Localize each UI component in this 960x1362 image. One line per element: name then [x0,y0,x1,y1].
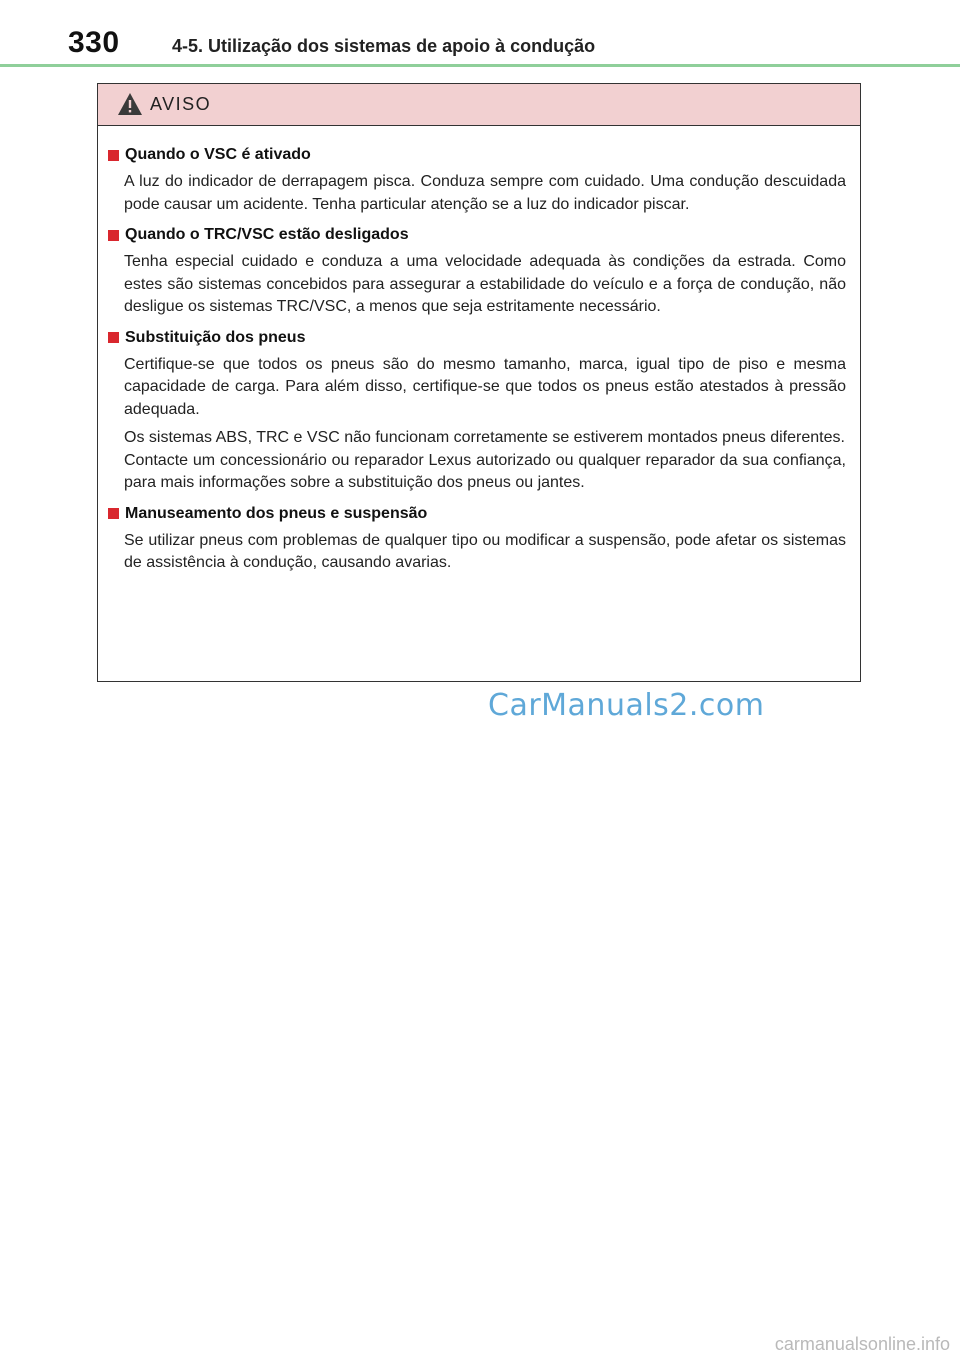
item-title [108,226,846,244]
warning-body [98,126,860,575]
item-paragraph: Certifique-se que todos os pneus são do mesmo tamanho, marca, igual tipo de piso e mesma capacidade de carga. Para além disso, certifique-se que todos os pneus estão atestados à pressão adequada. [124,355,846,418]
warning-header [98,84,860,126]
item-title-text: Substituição dos pneus [125,328,306,346]
warning-item [108,329,846,495]
warning-triangle-icon [117,92,143,116]
warning-item [108,146,846,216]
item-title [108,146,846,164]
warning-label: AVISO [150,94,212,114]
item-paragraph: Contacte um concessionário ou reparador Lexus autorizado ou qualquer reparador da sua confiança, para mais informações sobre a substituição dos pneus ou jantes. [124,451,846,491]
item-title-text: Manuseamento dos pneus e suspensão [125,504,428,522]
item-title-text: Quando o VSC é ativado [125,146,311,163]
red-square-bullet-icon [108,508,119,519]
warning-box [97,83,861,682]
section-title: 4-5. Utilização dos sistemas de apoio à condução [172,36,596,56]
page-number: 330 [68,26,120,59]
page-header [0,0,960,68]
item-title [108,329,846,347]
red-square-bullet-icon [108,332,119,343]
footer-watermark: carmanualsonline.info [774,1334,950,1354]
red-square-bullet-icon [108,150,119,161]
item-paragraph: Tenha especial cuidado e conduza a uma velocidade adequada às condições da estrada. Como estes são sistemas concebidos para assegurar a estabilidade do veículo e a força de condução, não desligue os sistemas TRC/VSC, a menos que seja estritamente necessário. [124,253,846,315]
item-paragraph: Os sistemas ABS, TRC e VSC não funcionam corretamente se estiverem montados pneus diferentes. [124,429,845,446]
item-title [108,505,846,523]
item-paragraph: Se utilizar pneus com problemas de qualquer tipo ou modificar a suspensão, pode afetar os sistemas de assistência à condução, causando avarias. [124,531,846,571]
item-paragraph: A luz do indicador de derrapagem pisca. Conduza sempre com cuidado. Uma condução descuidada pode causar um acidente. Tenha particular atenção se a luz do indicador piscar. [124,173,846,213]
item-title-text: Quando o TRC/VSC estão desligados [125,226,409,243]
warning-item [108,505,846,575]
watermark-link[interactable]: CarManuals2.com [488,688,765,723]
header-rule [0,64,960,67]
warning-item [108,226,846,319]
red-square-bullet-icon [108,230,119,241]
